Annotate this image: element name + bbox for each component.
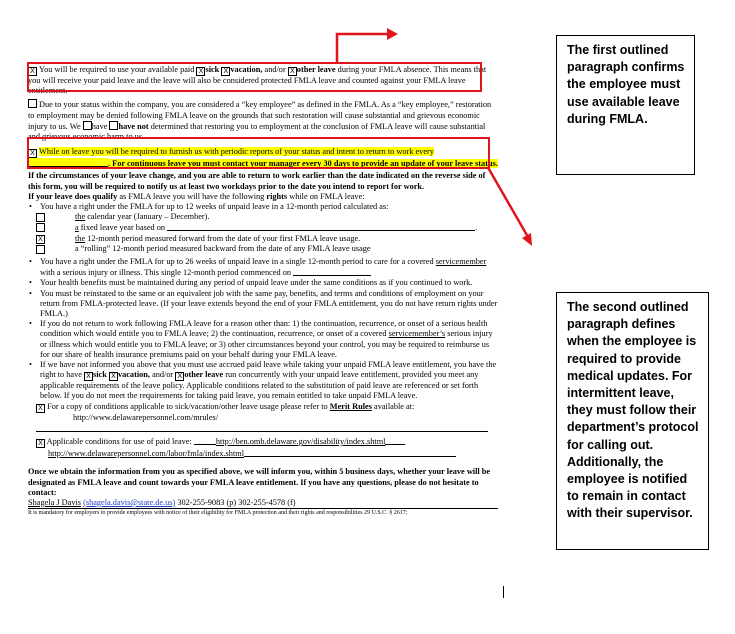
circumstances-change-paragraph: If the circumstances of your leave change, and you are able to return to work earlier than the date indicated on the reverse side of this form, you will be required to notify us at least two workdays prior to the date you intend to report for work.	[28, 171, 486, 191]
vacation-checkbox[interactable]: X	[221, 67, 230, 76]
blank-line	[28, 423, 498, 434]
bullet-other-leave-checkbox[interactable]: X	[175, 372, 184, 381]
conditions-blank-line[interactable]	[36, 423, 488, 432]
copy-conditions-row: X For a copy of conditions applicable to sick/vacation/other leave usage please refer to Merit Rules available at:	[28, 402, 498, 413]
bullet-vacation-checkbox[interactable]: X	[109, 372, 118, 381]
disability-link[interactable]: http://ben.omb.delaware.gov/disability/index.shtml	[215, 437, 386, 447]
periodic-reports-paragraph: X While on leave you will be required to furnish us with periodic reports of your status and intent to return to work every . For continuous leave you must contact your manager every 30 days to provide an update of your leave status.	[28, 147, 498, 169]
rights-bullet-reimburse: • If you do not return to work following FMLA leave for a reason other than: 1) the continuation, recurrence, or onset of a serious health condition which would entitle you to FMLA leave; 2) the continuation, recurrence, or onset of a covered servicemember’s serious injury or illness which would entitle you to FMLA leave; or 3) other circumstances beyond your control, you may be required to reimburse us for our share of health insurance premiums paid on your behalf during your FMLA leave.	[28, 319, 498, 360]
have-checkbox[interactable]	[83, 121, 92, 130]
outline-paid-leave	[27, 62, 482, 92]
fmla-link[interactable]: http://www.delawarepersonnel.com/labor/fmla/index.shtml	[48, 449, 245, 459]
closing-paragraph: Once we obtain the information from you as specified above, we will inform you, within 5 business days, whether your leave will be designated as FMLA leave and count towards your FMLA leave entitlement. If you have any questions, please do not hesitate to contact:	[28, 467, 491, 497]
period-option-calendar: the calendar year (January – December).	[28, 212, 498, 222]
contact-row: Shagela J Davis (shagela.davis@state.de.us) 302-255-9083 (p) 302-255-4578 (f)	[28, 497, 296, 507]
period-checkbox-rolling[interactable]	[36, 245, 45, 254]
sick-checkbox[interactable]: X	[196, 67, 205, 76]
callout-first-paragraph: The first outlined paragraph confirms the employee must use available leave during FMLA.	[556, 35, 695, 175]
period-option-rolling: a “rolling” 12-month period measured backward from the date of any FMLA leave usage	[28, 244, 498, 254]
rights-bullet-reinstatement: • You must be reinstated to the same or an equivalent job with the same pay, benefits, and terms and conditions of employment on your return from FMLA-protected leave. (If your leave extends beyond the end of your FMLA entitlement, you do not have return rights under FMLA.)	[28, 289, 498, 320]
applicable-conditions-checkbox[interactable]: X	[36, 439, 45, 448]
rights-bullet-health-benefits: • Your health benefits must be maintained during any period of unpaid leave under the same conditions as if you continued to work.	[28, 278, 498, 288]
text-cursor	[503, 586, 504, 598]
period-checkbox-forward[interactable]: X	[36, 235, 45, 244]
callout-second-paragraph: The second outlined paragraph defines when the employee is required to provide medical updates. For intermittent leave, they must follow their department’s protocol for calling out. Additionally, the employee is notified to remain in contact with their supervisor.	[556, 292, 709, 550]
period-checkbox-calendar[interactable]	[36, 213, 45, 222]
key-employee-checkbox[interactable]	[28, 99, 37, 108]
top-arrow-head	[387, 28, 398, 40]
period-option-forward: X the 12-month period measured forward from the date of your first FMLA leave usage.	[28, 234, 498, 244]
rights-bullet-12-weeks: • You have a right under the FMLA for up to 12 weeks of unpaid leave in a 12-month period calculated as:	[28, 202, 498, 212]
period-checkbox-fixed[interactable]	[36, 223, 45, 232]
fmla-url-row	[28, 448, 498, 459]
paid-leave-paragraph: X You will be required to use your available paid X sick X vacation, and/or X other leave during your FMLA absence. This means that you will receive your paid leave and the leave will also be considered protected FMLA leave and counted against your FMLA leave entitlement.	[28, 65, 487, 96]
footer-note: It is mandatory for employers to provide employees with notice of their eligibility for FMLA protection and their rights and responsibilities 29 U.S.C. § 2617;	[28, 508, 498, 517]
contact-email[interactable]: (shagela.davis@state.de.us)	[83, 497, 176, 507]
rights-intro: If your leave does qualify as FMLA leave you will have the following rights while on FMLA leave:	[28, 191, 365, 201]
period-option-fixed: a fixed leave year based on .	[28, 222, 498, 233]
fixed-year-blank[interactable]	[167, 222, 475, 231]
commenced-date-blank[interactable]	[293, 267, 371, 276]
rights-bullet-accrued-leave: • If we have not informed you above that you must use accrued paid leave while taking your unpaid FMLA leave entitlement, you have the right to have X sick X vacation, and/or X other leave run concurrently with your unpaid leave entitlement, provided you meet any applicable requirements of the leave policy. Applicable conditions related to the substitution of paid leave are referenced or set forth below. If you do not meet the requirements for taking paid leave, you remain entitled to take unpaid FMLA leave.	[28, 360, 498, 402]
bullet-sick-checkbox[interactable]: X	[84, 372, 93, 381]
key-employee-paragraph: Due to your status within the company, you are considered a “key employee” as defined in the FMLA. As a “key employee,” restoration to employment may be denied following FMLA leave on the grounds that such restoration will cause substantial and grievous economic injury to us. We have have not determined that restoring you to employment at the conclusion of FMLA leave will cause substantial and grievous economic harm to us.	[28, 100, 492, 142]
merit-rules-link[interactable]: http://www.delawarepersonnel.com/mrules/	[73, 412, 219, 422]
outline-periodic-reports	[27, 137, 490, 169]
contact-name: Shagela J Davis	[28, 497, 81, 507]
paid-leave-checkbox[interactable]: X	[28, 67, 37, 76]
merit-rules-url-row	[28, 413, 498, 423]
copy-conditions-checkbox[interactable]: X	[36, 404, 45, 413]
applicable-conditions-row: X Applicable conditions for use of paid leave: http://ben.omb.delaware.gov/disability/index.shtml	[28, 436, 498, 448]
fmla-document	[28, 62, 498, 517]
top-arrow-line	[337, 34, 388, 62]
periodic-reports-checkbox[interactable]: X	[28, 149, 37, 158]
other-leave-checkbox[interactable]: X	[288, 67, 297, 76]
rights-bullet-26-weeks: • You have a right under the FMLA for up to 26 weeks of unpaid leave in a single 12-month period to care for a covered servicemember with a serious injury or illness. This single 12-month period commenced on	[28, 257, 498, 278]
